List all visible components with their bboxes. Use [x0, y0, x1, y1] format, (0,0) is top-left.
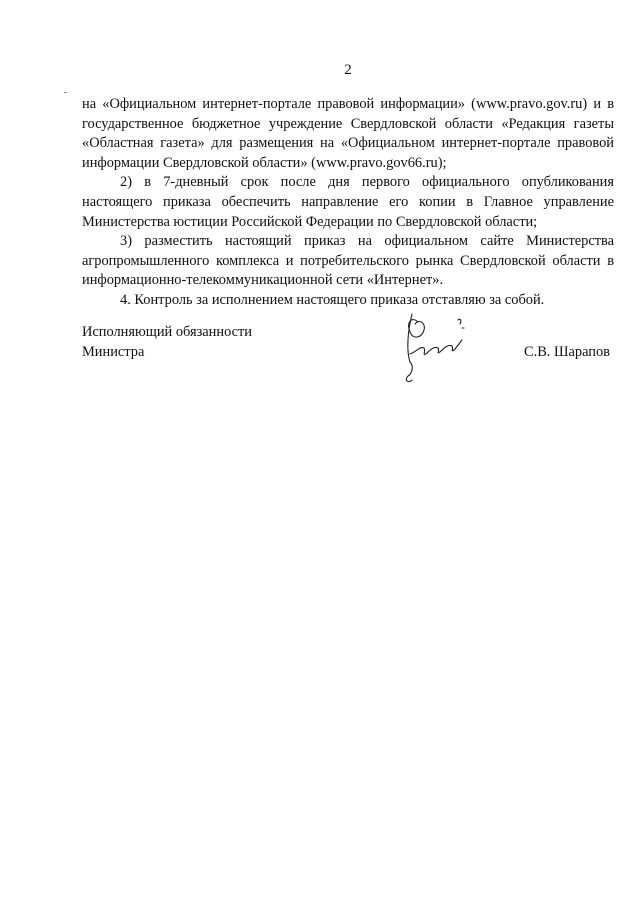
signatory-position-line-1: Исполняющий обязанности [82, 324, 253, 340]
page-number: 2 [344, 62, 352, 78]
paragraph-item-4: 4. Контроль за исполнением настоящего приказа отставляю за собой. [120, 291, 545, 308]
signatory-position-line-2: Министра [82, 344, 145, 360]
margin-mark [64, 92, 67, 93]
signatory-name: С.В. Шарапов [524, 344, 610, 360]
paragraph-publication-continued: на «Официальном интернет-портале правовой информации» (www.pravo.gov.ru) и в государственное бюджетное учреждение Свердловской области «Редакция газеты «Областная газета» для размещения на «Официальном интернет-портале правовой информации Свердловской области» (www.pravo.gov66.ru); [82, 96, 614, 171]
paragraph-item-3: 3) разместить настоящий приказ на официальном сайте Министерства агропромышленного комплекса и потребительского рынка Свердловской области в информационно-телекоммуникационной сети «Интернет». [82, 233, 614, 289]
handwritten-signature-icon [398, 310, 478, 392]
document-body [82, 95, 614, 311]
signatory-position [82, 322, 252, 362]
paragraph-item-2: 2) в 7-дневный срок после дня первого официального опубликования настоящего приказа обеспечить направление его копии в Главное управление Министерства юстиции Российской Федерации по Свердловской области; [82, 174, 614, 230]
